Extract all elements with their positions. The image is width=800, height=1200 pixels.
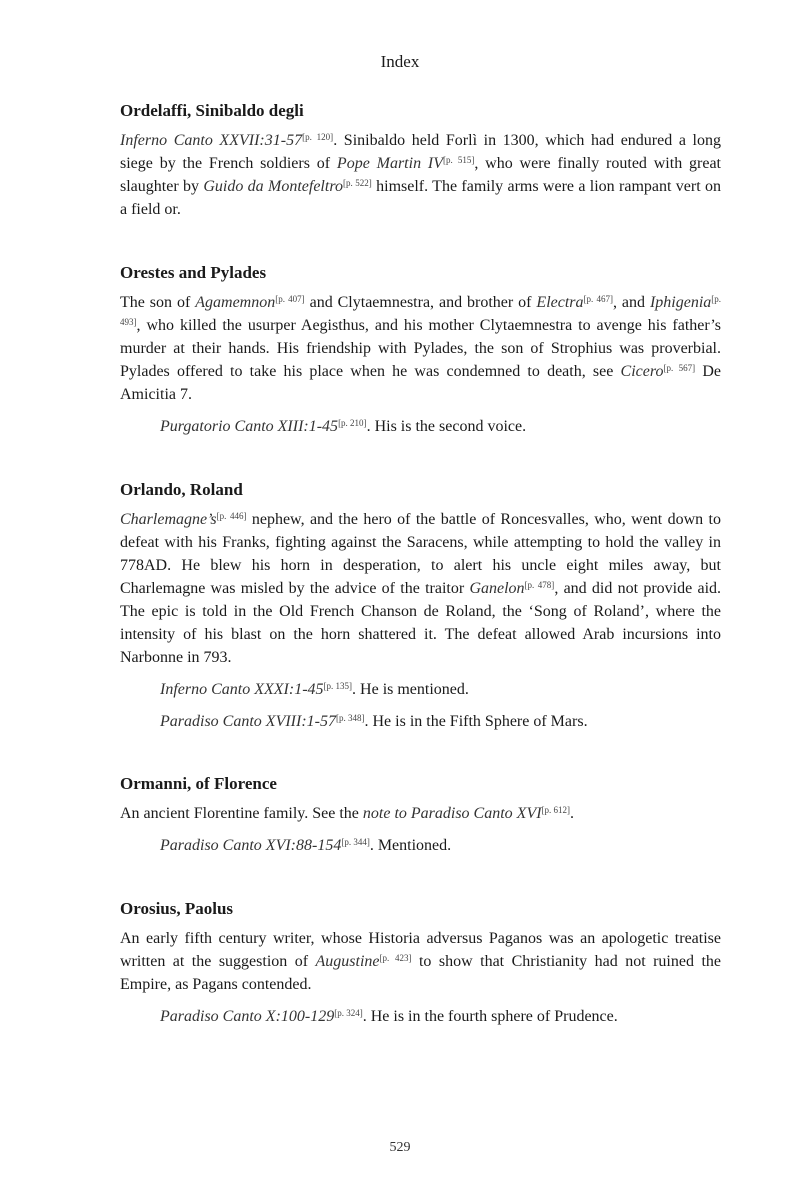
entry-heading: Orestes and Pylades <box>120 263 267 282</box>
reference-note: . His is the second voice. <box>366 418 527 435</box>
page-reference: [p. 478] <box>524 580 555 590</box>
reference-note: . He is mentioned. <box>352 681 469 698</box>
page-reference: [p. 348] <box>335 713 365 723</box>
cross-reference-link[interactable]: Agamemnon <box>195 294 276 311</box>
entry-body <box>120 802 721 825</box>
page-reference: [p. 612] <box>541 805 571 815</box>
canto-link[interactable]: Purgatorio Canto XIII:1-45 <box>160 418 339 435</box>
reference-note: . He is in the fourth sphere of Prudence. <box>362 1008 618 1025</box>
entry-body <box>120 927 721 996</box>
cross-reference-link[interactable]: Ganelon <box>469 580 525 597</box>
body-text: . <box>570 805 575 822</box>
index-entry <box>120 772 721 857</box>
body-text: The son of <box>120 294 196 311</box>
running-head: Index <box>380 52 420 71</box>
entry-heading: Ordelaffi, Sinibaldo degli <box>120 101 304 120</box>
body-text: , who killed the usurper Aegisthus, and his mother Clytaemnestra to avenge his father’s murder at their hands. His friendship with Pylades, the son of Strophius was proverbial. Pylades offered to take his place when he was condemned to death, see <box>120 317 721 380</box>
canto-reference <box>120 1005 721 1028</box>
body-text: . Sinibaldo held Forlì in 1300, which had endured a long siege by the French soldiers of <box>120 132 721 172</box>
cross-reference-link[interactable]: Augustine <box>315 953 380 970</box>
canto-link[interactable]: Paradiso Canto X:100-129 <box>160 1008 335 1025</box>
body-text: An early fifth century writer, whose Historia adversus Paganos was an apologetic treatise written at the suggestion of <box>120 930 721 970</box>
page-reference: [p. 210] <box>338 418 367 428</box>
body-text: , and <box>612 294 650 311</box>
body-text: to show that Christianity had not ruined the Empire, as Pagans contended. <box>120 953 721 993</box>
canto-link[interactable]: Inferno Canto XXXI:1-45 <box>160 681 324 698</box>
cross-reference-link[interactable]: Guido da Montefeltro <box>203 178 343 195</box>
body-text: , and did not provide aid. The epic is told in the Old French Chanson de Roland, the ‘Song of Roland’, where the intensity of his blast on the horn shattered it. The defeat allowed Arab incursions into Narbonne in 793. <box>120 580 722 666</box>
page-reference: [p. 567] <box>663 363 696 373</box>
page-reference: [p. 423] <box>379 953 412 963</box>
body-text: nephew, and the hero of the battle of Roncesvalles, who, went down to defeat with his Franks, fighting against the Saracens, while attempting to hold the valley in 778AD. He blew his horn in desperation, to alert his uncle eight miles away, but Charlemagne was misled by the advice of the traitor <box>120 511 721 597</box>
page-reference: [p. 522] <box>342 178 372 188</box>
canto-link[interactable]: Paradiso Canto XVIII:1-57 <box>160 713 336 730</box>
entry-body <box>120 291 721 406</box>
reference-note: . He is in the Fifth Sphere of Mars. <box>364 713 588 730</box>
body-text: and Clytaemnestra, and brother of <box>304 294 537 311</box>
canto-reference <box>120 834 721 857</box>
page-reference: [p. 324] <box>334 1008 363 1018</box>
body-text: An ancient Florentine family. See the <box>120 805 363 822</box>
cross-reference-link[interactable]: Iphigenia <box>649 294 712 311</box>
cross-reference-link[interactable]: note to Paradiso Canto XVI <box>362 805 542 822</box>
index-entry <box>120 478 721 733</box>
reference-note: . Mentioned. <box>369 837 452 854</box>
entry-heading: Orosius, Paolus <box>120 899 234 918</box>
canto-reference <box>120 710 721 733</box>
page-reference: [p. 515] <box>443 155 475 165</box>
page-reference: [p. 135] <box>323 681 353 691</box>
cross-reference-link[interactable]: Electra <box>536 294 584 311</box>
cross-reference-link[interactable]: Pope Martin IV <box>336 155 443 172</box>
index-entry <box>120 897 721 1028</box>
entry-heading: Ormanni, of Florence <box>120 774 277 793</box>
body-text: himself. The family arms were a lion rampant vert on a field or. <box>120 178 721 218</box>
canto-reference <box>120 678 721 701</box>
cross-reference-link[interactable]: Cicero <box>620 363 664 380</box>
canto-link[interactable]: Paradiso Canto XVI:88-154 <box>160 837 342 854</box>
page-reference: [p. 344] <box>341 837 370 847</box>
page-reference: [p. 493] <box>120 294 722 327</box>
index-entry <box>120 99 721 221</box>
entry-body <box>120 508 721 669</box>
entry-heading: Orlando, Roland <box>120 480 243 499</box>
entry-body <box>120 129 721 221</box>
page-reference: [p. 446] <box>216 511 247 521</box>
page-reference: [p. 467] <box>583 294 613 304</box>
page-reference: [p. 407] <box>275 294 305 304</box>
page-number: 529 <box>389 1140 411 1155</box>
body-text: , who were finally routed with great slaughter by <box>120 155 721 195</box>
index-entry <box>120 261 721 438</box>
body-text: De Amicitia 7. <box>120 363 721 403</box>
canto-reference <box>120 415 721 438</box>
cross-reference-link[interactable]: Charlemagne’s <box>120 511 217 528</box>
page-reference: [p. 120] <box>302 132 334 142</box>
cross-reference-link[interactable]: Inferno Canto XXVII:31-57 <box>120 132 303 149</box>
